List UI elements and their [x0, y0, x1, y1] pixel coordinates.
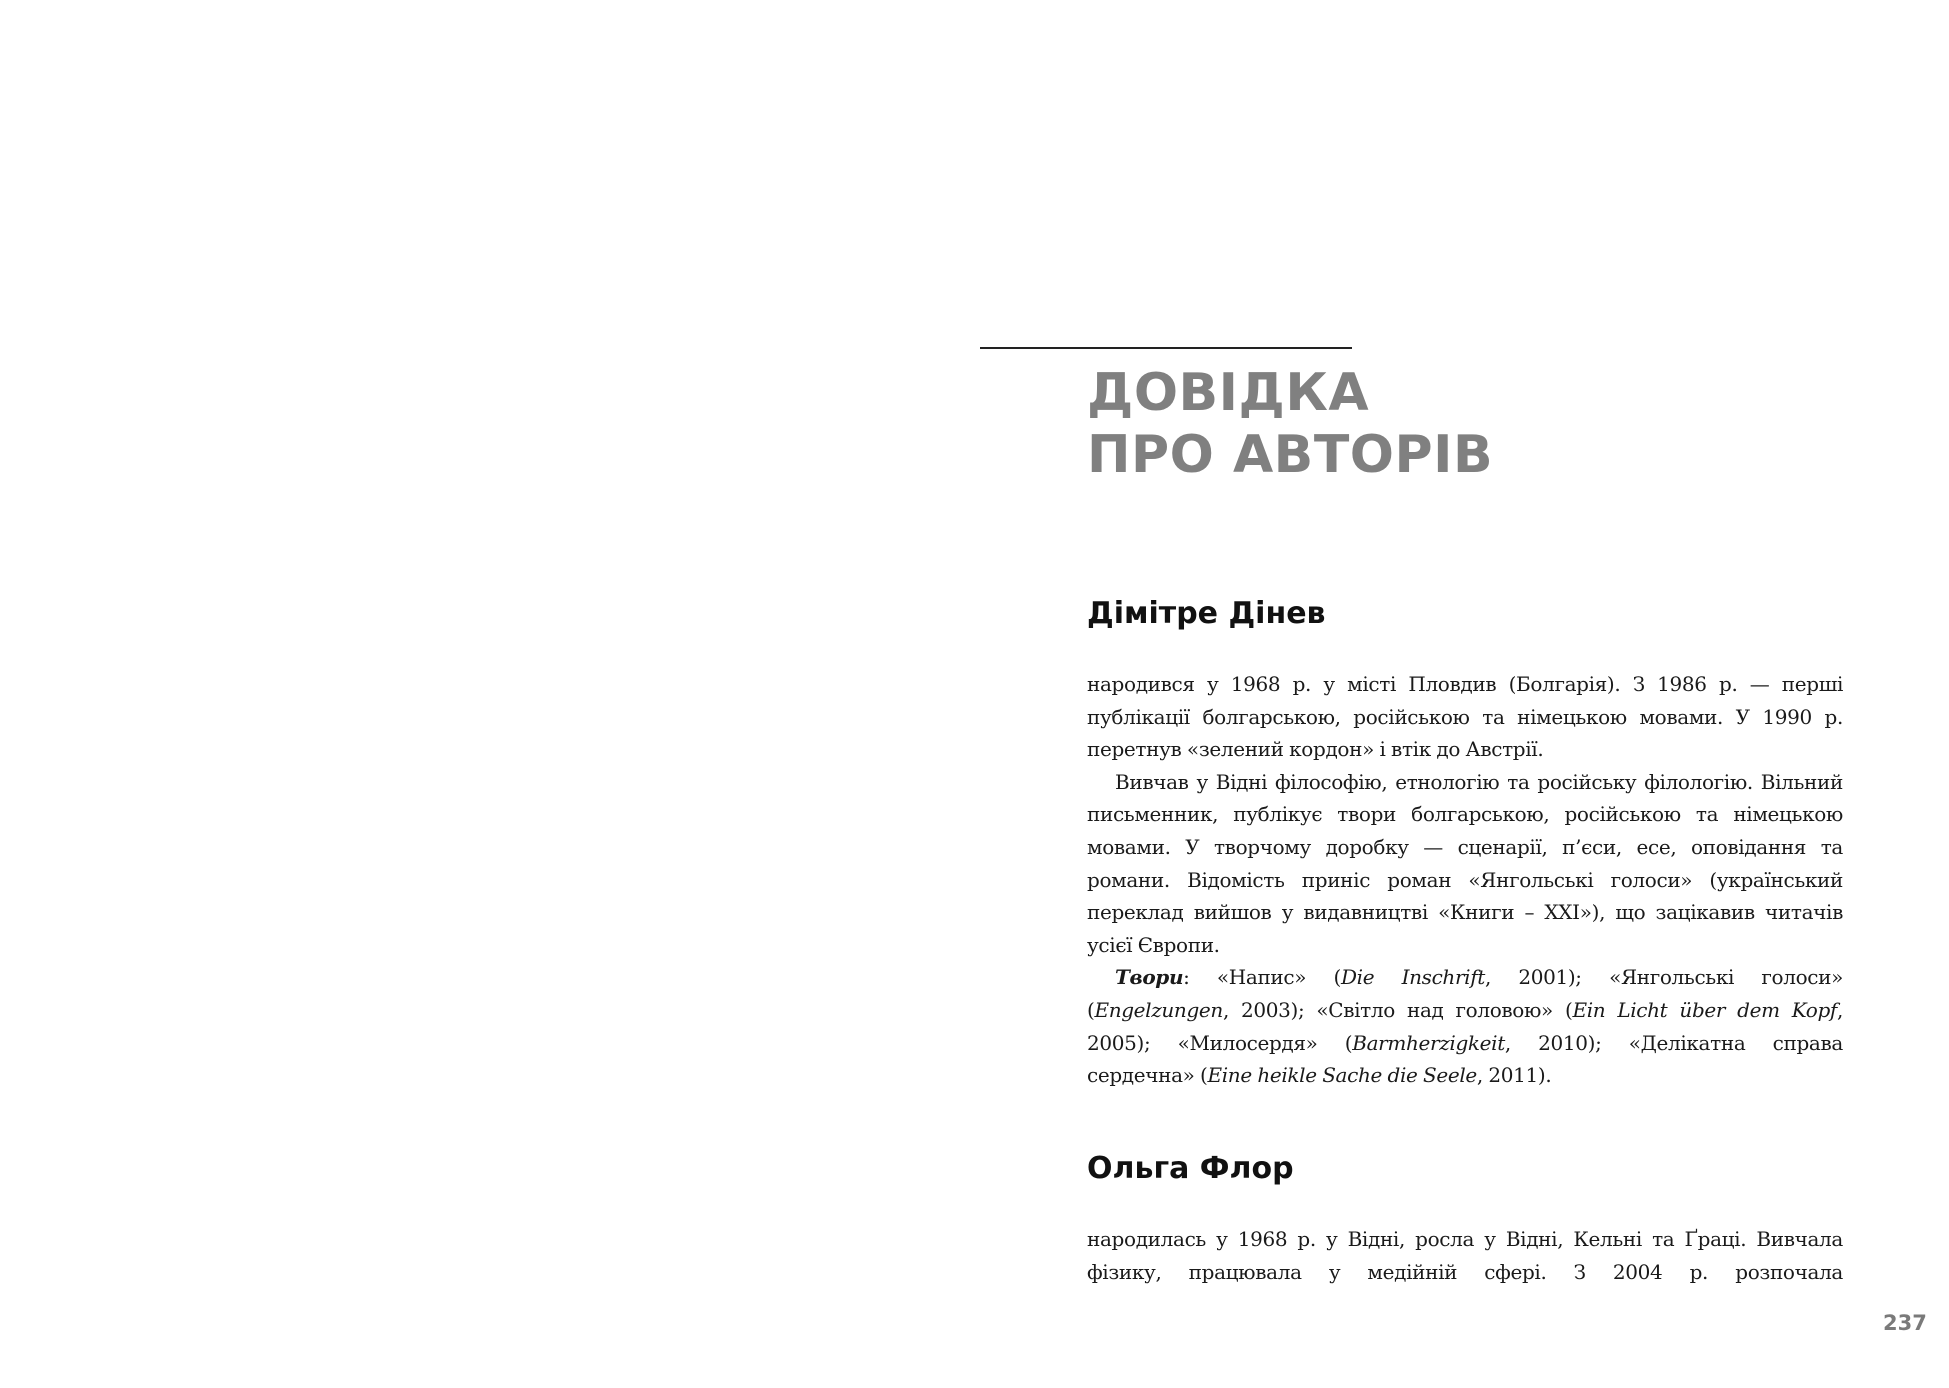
- work-original-title: Die Inschrift: [1340, 965, 1485, 990]
- page-number: 237: [1883, 1311, 1927, 1335]
- author-entry-flor: [1087, 1149, 1843, 1288]
- work-post: , 2001);: [1484, 965, 1610, 990]
- work-pre: : «Напис» (: [1183, 965, 1341, 990]
- section-title-line-2: ПРО АВТОРІВ: [1087, 425, 1494, 485]
- section-title-line-1: ДОВІДКА: [1087, 363, 1370, 423]
- work-pre: «Делікатна справа сердечна» (: [1087, 1030, 1843, 1088]
- work-post: , 2005);: [1087, 997, 1843, 1055]
- author-name: Дімітре Дінев: [1087, 596, 1326, 631]
- works-label: Твори: [1115, 965, 1184, 990]
- work-post: , 2010);: [1504, 1030, 1629, 1055]
- work-pre: «Янгольські голоси» (: [1087, 965, 1843, 1022]
- work-pre: «Світло над головою» (: [1316, 997, 1573, 1022]
- bio-paragraph: народилась у 1968 р. у Відні, росла у Відні, Кельні та Ґраці. Вивчала фізику, працювала у медійній сфері. З 2004 р. розпочала: [1087, 1227, 1843, 1284]
- title-rule: [980, 347, 1352, 349]
- work-post: , 2011).: [1476, 1063, 1552, 1088]
- work-original-title: Ein Licht über dem Kopf: [1572, 997, 1837, 1022]
- works-paragraph: [1087, 961, 1843, 1091]
- author-bio: [1087, 1223, 1843, 1288]
- author-bio: [1087, 668, 1843, 1092]
- bio-paragraph: народився у 1968 р. у місті Пловдив (Болгарія). З 1986 р. — перші публікації болгарською, російською та німецькою мовами. У 1990 р. перетнув «зелений кордон» і втік до Австрії.: [1087, 672, 1843, 762]
- author-entry-dinev: [1087, 594, 1843, 1092]
- section-title: [1087, 362, 1787, 486]
- work-original-title: Engelzungen: [1094, 997, 1223, 1022]
- author-name: Ольга Флор: [1087, 1151, 1294, 1186]
- work-pre: «Милосердя» (: [1177, 1030, 1353, 1055]
- work-post: , 2003);: [1222, 997, 1317, 1022]
- bio-paragraph: Вивчав у Відні філософію, етнологію та російську філологію. Вільний письменник, публікує твори болгарською, російською та німецькою мовами. У творчому доробку — сценарії, п’єси, есе, оповідання та романи. Відомість приніс роман «Янгольські голоси» (український переклад вийшов у видавництві «Книги – XXI»), що зацікавив читачів усієї Європи.: [1087, 769, 1843, 957]
- work-original-title: Eine heikle Sache die Seele: [1207, 1063, 1477, 1088]
- work-original-title: Barmherzigkeit: [1352, 1030, 1505, 1055]
